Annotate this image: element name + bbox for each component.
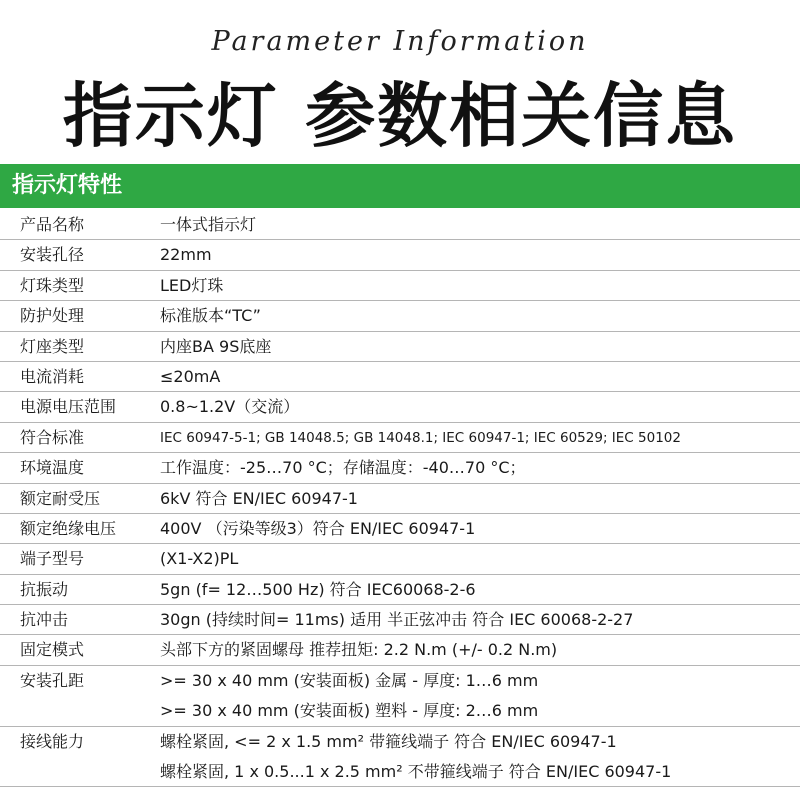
spec-label: 防护处理: [20, 306, 85, 326]
spec-row-base-type: [0, 332, 800, 362]
spec-row-hole-spacing-cont: [0, 696, 800, 726]
spec-value: 400V （污染等级3）符合 EN/IEC 60947-1: [160, 518, 476, 538]
spec-label: 抗振动: [20, 579, 69, 599]
spec-value: >= 30 x 40 mm (安装面板) 塑料 - 厚度: 2…6 mm: [160, 701, 539, 721]
spec-label: 灯珠类型: [20, 275, 85, 295]
spec-value: 0.8~1.2V（交流）: [160, 397, 300, 417]
spec-value: 螺栓紧固, 1 x 0.5...1 x 2.5 mm² 不带箍线端子 符合 EN/IEC 60947-1: [160, 762, 672, 782]
spec-value: >= 30 x 40 mm (安装面板) 金属 - 厚度: 1…6 mm: [160, 670, 539, 690]
spec-value: (X1-X2)PL: [160, 549, 239, 569]
spec-value: 标准版本“TC”: [160, 306, 261, 326]
spec-value: 22mm: [160, 245, 212, 265]
spec-value: 5gn (f= 12…500 Hz) 符合 IEC60068-2-6: [160, 579, 476, 599]
spec-label: 产品名称: [20, 215, 85, 234]
page-title: 指示灯 参数相关信息: [62, 75, 738, 157]
spec-row-wiring-capacity: [0, 727, 800, 757]
spec-row-product-name: [0, 210, 800, 240]
spec-label: 接线能力: [20, 731, 85, 751]
section-title: 指示灯特性: [12, 173, 123, 198]
spec-value: ≤20mA: [160, 366, 221, 386]
spec-label: 环境温度: [20, 458, 85, 478]
page-subtitle: Parameter Information: [211, 26, 589, 57]
spec-table: [0, 210, 800, 787]
spec-label: 额定绝缘电压: [20, 518, 117, 538]
spec-label: 额定耐受压: [20, 488, 101, 508]
spec-row-voltage-range: [0, 392, 800, 422]
spec-label: 安装孔径: [20, 245, 85, 265]
spec-row-hole-diameter: [0, 240, 800, 270]
spec-value: 6kV 符合 EN/IEC 60947-1: [160, 488, 358, 508]
spec-row-terminal-model: [0, 544, 800, 574]
spec-label: 安装孔距: [20, 670, 85, 690]
spec-row-protection: [0, 301, 800, 331]
spec-row-hole-spacing: [0, 666, 800, 696]
spec-label: 电流消耗: [20, 366, 85, 386]
spec-row-withstand-voltage: [0, 484, 800, 514]
spec-row-shock: [0, 605, 800, 635]
spec-value: 螺栓紧固, <= 2 x 1.5 mm² 带箍线端子 符合 EN/IEC 60947-1: [160, 731, 617, 751]
spec-value: LED灯珠: [160, 275, 224, 295]
spec-row-vibration: [0, 575, 800, 605]
spec-label: 固定模式: [20, 640, 85, 660]
spec-label: 端子型号: [20, 549, 85, 569]
spec-row-wiring-capacity-cont: [0, 757, 800, 787]
section-header-bar: [0, 164, 800, 208]
spec-value: 头部下方的紧固螺母 推荐扭矩: 2.2 N.m (+/- 0.2 N.m): [160, 640, 558, 660]
page-header: [0, 0, 800, 162]
spec-value: 一体式指示灯: [160, 215, 257, 234]
spec-value: 内座BA 9S底座: [160, 336, 272, 356]
spec-row-fixing-mode: [0, 635, 800, 665]
spec-value: 30gn (持续时间= 11ms) 适用 半正弦冲击 符合 IEC 60068-2-27: [160, 610, 634, 630]
spec-label: 电源电压范围: [20, 397, 117, 417]
spec-label: 抗冲击: [20, 610, 69, 630]
spec-value: IEC 60947-5-1; GB 14048.5; GB 14048.1; IEC 60947-1; IEC 60529; IEC 50102: [160, 429, 681, 446]
spec-label: 符合标准: [20, 427, 85, 447]
spec-row-temperature: [0, 453, 800, 483]
spec-row-current: [0, 362, 800, 392]
spec-row-standards: [0, 423, 800, 453]
spec-row-insulation-voltage: [0, 514, 800, 544]
spec-label: 灯座类型: [20, 336, 85, 356]
spec-value: 工作温度：-25…70 °C；存储温度：-40…70 °C；: [160, 458, 526, 478]
spec-row-bead-type: [0, 271, 800, 301]
